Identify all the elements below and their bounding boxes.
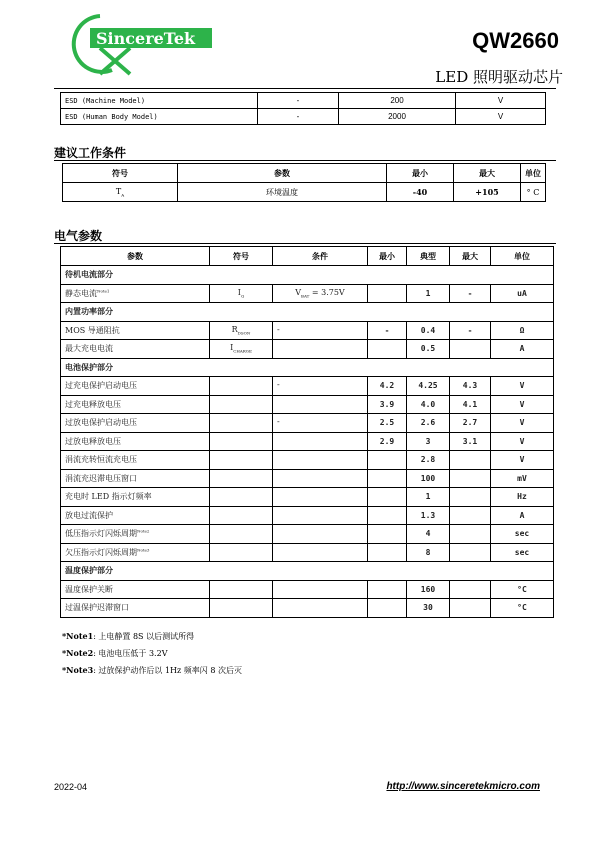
table-row: [61, 525, 554, 544]
col-header: 参数: [61, 247, 210, 266]
symbol: I: [237, 287, 241, 297]
param-cell: [61, 340, 210, 359]
operating-table: [62, 163, 546, 202]
condition: -: [277, 324, 280, 334]
condition-cell: [273, 432, 368, 451]
col-header: 符号: [210, 247, 273, 266]
param-text: 涓流充迟滞电压窗口: [65, 473, 137, 483]
col-header: 最小: [368, 247, 407, 266]
col-header: 最小: [387, 164, 454, 183]
unit-cell: sec: [491, 525, 554, 544]
typ-cell: 4.0: [407, 395, 450, 414]
section-rule: [54, 160, 556, 161]
brand-logo: [60, 8, 220, 78]
table-header-row: [63, 164, 546, 183]
symbol-cell: [210, 414, 273, 433]
table-row: [61, 599, 554, 618]
condition-cell: [273, 580, 368, 599]
symbol-cell: [210, 432, 273, 451]
condition-cell: [273, 488, 368, 507]
header-rule: [54, 88, 556, 89]
typ-cell: 160: [407, 580, 450, 599]
max-cell: 2.7: [450, 414, 491, 433]
unit-cell: Ω: [491, 321, 554, 340]
condition-rest: = 3.75V: [309, 287, 345, 297]
group-row: [61, 303, 554, 322]
symbol-cell: [210, 284, 273, 303]
symbol-cell: [210, 469, 273, 488]
unit-cell: V: [491, 414, 554, 433]
esd-min: -: [258, 93, 339, 109]
condition: -: [277, 417, 280, 427]
max-cell: [450, 340, 491, 359]
table-row: [61, 109, 546, 125]
typ-cell: 30: [407, 599, 450, 618]
max-cell: 4.1: [450, 395, 491, 414]
max-cell: 3.1: [450, 432, 491, 451]
typ-cell: 1: [407, 284, 450, 303]
table-row: [63, 183, 546, 202]
param-text: 涓流充转恒流充电压: [65, 455, 137, 465]
min-cell: 3.9: [368, 395, 407, 414]
typ-cell: 1.3: [407, 506, 450, 525]
symbol-sub: DSON: [237, 330, 251, 336]
symbol-cell: [210, 599, 273, 618]
unit-cell: ° C: [521, 183, 546, 202]
esd-unit: V: [456, 109, 546, 125]
max-cell: +105: [454, 183, 521, 202]
typ-cell: 2.8: [407, 451, 450, 470]
param-text: 过温保护迟滞窗口: [65, 603, 129, 613]
param-cell: [61, 451, 210, 470]
typ-cell: 1: [407, 488, 450, 507]
param-cell: [61, 432, 210, 451]
section-title-operating: 建议工作条件: [54, 146, 127, 160]
note-text: : 电池电压低于 3.2V: [93, 649, 168, 658]
condition-cell: [273, 599, 368, 618]
esd-table: [60, 92, 546, 125]
typ-cell: 3: [407, 432, 450, 451]
min-cell: 2.5: [368, 414, 407, 433]
symbol: R: [231, 324, 238, 334]
condition-sub: BAT: [301, 293, 310, 299]
electrical-table: [60, 246, 554, 618]
max-cell: -: [450, 321, 491, 340]
condition: V: [295, 287, 302, 297]
condition-cell: [273, 414, 368, 433]
symbol-cell: [210, 580, 273, 599]
table-row: [61, 93, 546, 109]
table-row: [61, 377, 554, 396]
param-cell: [61, 543, 210, 562]
esd-value: 200: [339, 93, 456, 109]
symbol-cell: [210, 321, 273, 340]
min-cell: [368, 451, 407, 470]
param-text: 充电时 LED 指示灯频率: [65, 492, 152, 502]
typ-cell: 0.4: [407, 321, 450, 340]
param-cell: [61, 599, 210, 618]
unit-cell: V: [491, 432, 554, 451]
min-cell: 4.2: [368, 377, 407, 396]
condition-cell: [273, 451, 368, 470]
esd-value: 2000: [339, 109, 456, 125]
symbol-cell: [210, 451, 273, 470]
param-cell: [61, 284, 210, 303]
param-text: 过放电释放电压: [65, 436, 121, 446]
note: [62, 662, 242, 679]
note: [62, 645, 242, 662]
group-title: 内置功率部分: [61, 303, 554, 322]
min-cell: -40: [387, 183, 454, 202]
max-cell: [450, 599, 491, 618]
max-cell: [450, 580, 491, 599]
typ-cell: 0.5: [407, 340, 450, 359]
unit-cell: uA: [491, 284, 554, 303]
param-cell: [61, 414, 210, 433]
group-row: [61, 266, 554, 285]
section-title-electrical: 电气参数: [54, 229, 103, 243]
table-row: [61, 580, 554, 599]
condition-cell: [273, 321, 368, 340]
max-cell: [450, 506, 491, 525]
param-cell: [61, 395, 210, 414]
symbol-cell: [210, 488, 273, 507]
condition-cell: [273, 284, 368, 303]
unit-cell: V: [491, 377, 554, 396]
max-cell: -: [450, 284, 491, 303]
param-text: 温度保护关断: [65, 584, 113, 594]
group-row: [61, 358, 554, 377]
esd-unit: V: [456, 93, 546, 109]
param-cell: [61, 321, 210, 340]
unit-cell: A: [491, 506, 554, 525]
unit-cell: A: [491, 340, 554, 359]
symbol-cell: [210, 377, 273, 396]
param-text: 最大充电电流: [65, 344, 113, 354]
unit-cell: V: [491, 395, 554, 414]
max-cell: [450, 488, 491, 507]
param-cell: [61, 377, 210, 396]
min-cell: [368, 469, 407, 488]
symbol-sub: Q: [240, 293, 245, 299]
condition-cell: [273, 395, 368, 414]
col-header: 典型: [407, 247, 450, 266]
section-rule: [54, 243, 556, 244]
table-row: [61, 506, 554, 525]
min-cell: [368, 488, 407, 507]
typ-cell: 4: [407, 525, 450, 544]
symbol: T: [115, 186, 122, 196]
param-cell: [61, 488, 210, 507]
table-row: [61, 414, 554, 433]
col-header: 最大: [450, 247, 491, 266]
param-text: 低压指示灯闪烁周期: [65, 529, 137, 539]
min-cell: [368, 284, 407, 303]
unit-cell: °C: [491, 580, 554, 599]
min-cell: [368, 525, 407, 544]
esd-min: -: [258, 109, 339, 125]
min-cell: [368, 543, 407, 562]
group-row: [61, 562, 554, 581]
symbol-cell: [210, 525, 273, 544]
min-cell: 2.9: [368, 432, 407, 451]
esd-param: ESD (Machine Model): [61, 93, 258, 109]
unit-cell: Hz: [491, 488, 554, 507]
unit-cell: sec: [491, 543, 554, 562]
table-row: [61, 543, 554, 562]
table-row: [61, 284, 554, 303]
max-cell: [450, 451, 491, 470]
typ-cell: 8: [407, 543, 450, 562]
col-header: 最大: [454, 164, 521, 183]
condition: -: [277, 380, 280, 390]
param-text: 过充电保护启动电压: [65, 381, 137, 391]
note-text: : 上电静置 8S 以后测试所得: [93, 632, 195, 641]
note-label: *Note1: [62, 631, 94, 641]
note-ref: Note2: [137, 528, 150, 534]
notes: [62, 628, 242, 679]
condition-cell: [273, 506, 368, 525]
condition-cell: [273, 340, 368, 359]
note-ref: Note1: [97, 288, 110, 294]
svg-text:SincereTek: SincereTek: [96, 29, 196, 48]
unit-cell: °C: [491, 599, 554, 618]
col-header: 参数: [178, 164, 387, 183]
table-row: [61, 395, 554, 414]
symbol-cell: [210, 543, 273, 562]
min-cell: [368, 506, 407, 525]
col-header: 条件: [273, 247, 368, 266]
symbol-cell: [63, 183, 178, 202]
param-text: 欠压指示灯闪烁周期: [65, 547, 137, 557]
note-label: *Note2: [62, 648, 94, 658]
table-row: [61, 451, 554, 470]
note-ref: Note3: [137, 547, 150, 553]
condition-cell: [273, 469, 368, 488]
symbol-cell: [210, 340, 273, 359]
doc-subtitle: LED 照明驱动芯片: [435, 68, 563, 86]
table-row: [61, 340, 554, 359]
typ-cell: 2.6: [407, 414, 450, 433]
col-header: 符号: [63, 164, 178, 183]
condition-cell: [273, 543, 368, 562]
min-cell: [368, 580, 407, 599]
max-cell: [450, 469, 491, 488]
min-cell: [368, 599, 407, 618]
param-cell: [61, 525, 210, 544]
typ-cell: 100: [407, 469, 450, 488]
unit-cell: V: [491, 451, 554, 470]
col-header: 单位: [521, 164, 546, 183]
col-header: 单位: [491, 247, 554, 266]
max-cell: 4.3: [450, 377, 491, 396]
typ-cell: 4.25: [407, 377, 450, 396]
param-text: 过放电保护启动电压: [65, 418, 137, 428]
symbol-sub: A: [121, 192, 125, 198]
param-text: 静态电流: [65, 288, 97, 298]
group-title: 温度保护部分: [61, 562, 554, 581]
max-cell: [450, 543, 491, 562]
table-row: [61, 488, 554, 507]
max-cell: [450, 525, 491, 544]
param-cell: [61, 469, 210, 488]
symbol-sub: CHARGE: [233, 349, 252, 355]
note-text: : 过放保护动作后以 1Hz 频率闪 8 次后灭: [93, 666, 242, 675]
part-number: QW2660: [472, 28, 559, 53]
table-header-row: [61, 247, 554, 266]
param-text: MOS 导通阻抗: [65, 325, 120, 335]
footer-date: 2022-04: [54, 782, 88, 792]
condition-cell: [273, 377, 368, 396]
param-cell: 环境温度: [178, 183, 387, 202]
note: [62, 628, 242, 645]
param-cell: [61, 506, 210, 525]
table-row: [61, 469, 554, 488]
symbol-cell: [210, 395, 273, 414]
min-cell: [368, 340, 407, 359]
min-cell: -: [368, 321, 407, 340]
symbol-cell: [210, 506, 273, 525]
esd-param: ESD (Human Body Model): [61, 109, 258, 125]
table-row: [61, 321, 554, 340]
table-row: [61, 432, 554, 451]
param-cell: [61, 580, 210, 599]
unit-cell: mV: [491, 469, 554, 488]
condition-cell: [273, 525, 368, 544]
footer-url-link[interactable]: http://www.sinceretekmicro.com: [386, 781, 540, 792]
symbol: I: [230, 343, 234, 353]
param-text: 放电过流保护: [65, 510, 113, 520]
group-title: 待机电流部分: [61, 266, 554, 285]
param-text: 过充电释放电压: [65, 399, 121, 409]
note-label: *Note3: [62, 665, 94, 675]
group-title: 电池保护部分: [61, 358, 554, 377]
